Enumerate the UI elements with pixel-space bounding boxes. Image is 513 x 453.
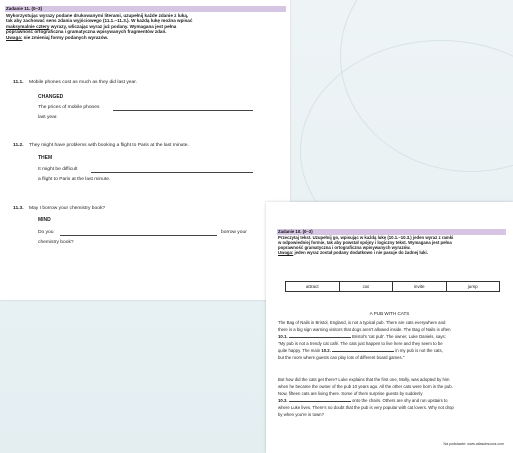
answer-line[interactable] <box>91 172 253 173</box>
prompt-text: Do you <box>38 230 54 235</box>
text-line: But how did the cats get there? Luke explains that the first one, Molly, was adopted by him <box>278 377 450 382</box>
instruction-line <box>6 35 282 40</box>
text-line: but the room where guests can play lots of different board games." <box>278 354 405 360</box>
text-fragment: in my pub is not the cats, <box>395 347 443 353</box>
emphasis-text: maksymalnie cztery <box>6 23 50 29</box>
text-line: "My pub is not a trendy cat café. The cats just happen to live here and they seem to be <box>278 340 443 346</box>
text-line: when he became the owner of the pub 10 years ago. All the other cats were born in the pub. <box>278 383 453 389</box>
keyword: THEM <box>38 155 53 161</box>
note-label: Uwaga: <box>278 250 294 256</box>
gap-line[interactable] <box>289 334 351 338</box>
instruction-line: poprawność gramatyczna i ortograficzna wpisywanych wyrazów. <box>278 245 411 251</box>
answer-line[interactable] <box>113 110 253 111</box>
word-box <box>285 281 500 292</box>
text-line: The Bag of Nails in Bristol, England, is not a typical pub. There are cats everywhere and <box>278 320 446 325</box>
prompt-text: borrow your <box>221 230 247 235</box>
text-fragment: onto the chairs. Others are shy and run upstairs to <box>351 397 448 403</box>
question-number: 11.2. <box>13 143 24 148</box>
word-option: invite <box>393 282 447 291</box>
keyword: CHANGED <box>38 94 64 100</box>
word-option: attract <box>286 282 340 291</box>
instruction-text: jeden wyraz został podany dodatkowo i nie pasuje do żadnej luki. <box>293 250 428 256</box>
text-line: by when you're in town? <box>278 411 324 417</box>
task-instructions <box>6 13 282 40</box>
text-line: Now, fifteen cats are living there. Some of them surprise guests by suddenly <box>278 390 423 396</box>
text-line: there is a big sign warning visitors that dogs aren't allowed inside. The Bag of Nails is often <box>278 326 451 332</box>
source-sentence: Mobile phones cost as much as they did last year. <box>29 80 137 85</box>
word-option: cat <box>340 282 394 291</box>
instruction-text: nie zmieniaj formy podanych wyrazów. <box>22 34 109 40</box>
instruction-line: Przeczytaj tekst. Uzupełnij go, wpisując w każdą lukę (10.1.–10.3.) jeden wyraz z ramki <box>278 235 454 240</box>
story-paragraph-1 <box>278 320 502 361</box>
worksheet-zadanie-11 <box>0 0 290 300</box>
text-line: where Luke lives. There's no doubt that the pub is very popular with cat lovers. Why not drop <box>278 404 454 410</box>
keyword: MIND <box>38 217 51 223</box>
word-option: jump <box>467 284 478 289</box>
gap-label: 10.3. <box>278 397 288 403</box>
text-line <box>278 334 502 341</box>
question-number: 11.3. <box>13 206 24 211</box>
instruction-line: tak aby zachować sens zdania wyjściowego (11.1.–11.3.). W każdą lukę można wpisać <box>6 18 193 24</box>
gap-line[interactable] <box>332 348 394 352</box>
source-sentence: May I borrow your chemistry book? <box>29 206 106 211</box>
instruction-text: wyrazy, wliczając wyraz już podany. Wymagana jest pełna <box>49 23 177 29</box>
prompt-text: It might be difficult <box>38 167 78 172</box>
prompt-text: The prices of mobile phones <box>38 105 100 110</box>
instruction-line: poprawność ortograficzna i gramatyczna wpisywanych fragmentów zdań. <box>6 29 167 35</box>
worksheet-zadanie-10 <box>266 202 513 453</box>
question-number: 11.1. <box>13 80 24 85</box>
instruction-line: w odpowiedniej formie, tak aby powstał spójny i logiczny tekst. Wymagana jest pełna <box>278 240 452 246</box>
gap-line[interactable] <box>289 398 351 402</box>
task-title: Zadanie 11. (0–3) <box>5 6 286 12</box>
text-line <box>278 348 502 355</box>
gap-label: 10.1. <box>278 333 288 339</box>
source-credit: Na podstawie: www.atlasobscura.com <box>443 442 504 446</box>
task-instructions <box>278 235 504 255</box>
answer-line[interactable] <box>60 235 217 236</box>
task-title: Zadanie 10. (0–3) <box>277 229 506 235</box>
story-paragraph-2 <box>278 377 502 418</box>
prompt-text: last year. <box>38 115 58 120</box>
prompt-text: a flight to Paris at the last minute. <box>38 177 111 182</box>
prompt-text: chemistry book? <box>38 240 74 245</box>
note-label: Uwaga: <box>6 34 23 40</box>
gap-label: 10.2. <box>321 347 331 353</box>
instruction-line <box>278 250 504 255</box>
story-title: A PUB WITH CATS <box>369 311 410 316</box>
text-line <box>278 398 502 405</box>
source-sentence: They might have problems with booking a flight to Paris at the last minute. <box>29 143 189 148</box>
instruction-line: Wykorzystując wyrazy podane drukowanymi literami, uzupełnij każde zdanie z luką, <box>6 13 189 18</box>
text-fragment: quite happy. The main <box>278 347 321 353</box>
text-fragment: Bristol's 'cat pub'. The owner, Luke Daniels, says: <box>351 333 446 339</box>
